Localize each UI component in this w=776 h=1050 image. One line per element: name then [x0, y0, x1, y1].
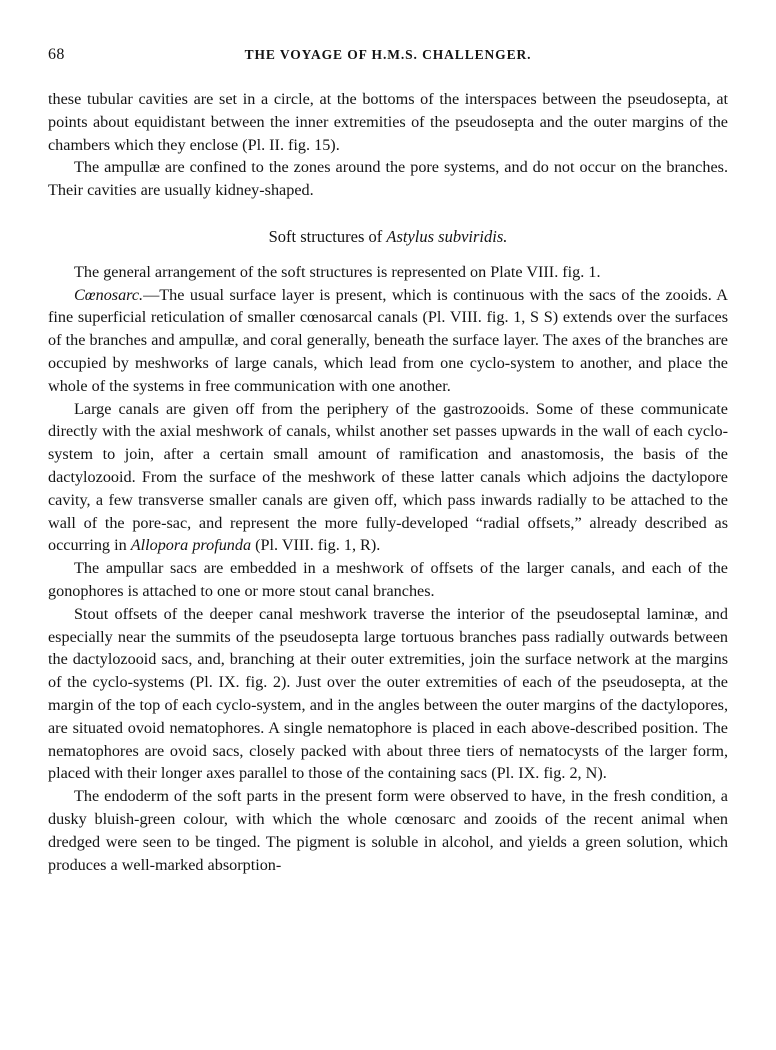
paragraph-coenosarc [48, 284, 728, 398]
page-header [48, 46, 728, 72]
page-number: 68 [48, 46, 65, 63]
section-heading-lead: Soft structures of [268, 226, 387, 246]
large-canals-ref: (Pl. VIII. fig. 1, R). [251, 536, 381, 555]
allopora-species: Allopora profunda [130, 536, 252, 555]
paragraph-ampullae: The ampullæ are confined to the zones around the pore systems, and do not occur on the branches. Their cavities are usually kidney-shaped. [48, 158, 728, 200]
body-text [48, 88, 728, 876]
paragraph-ampullar-sacs: The ampullar sacs are embedded in a meshwork of offsets of the larger canals, and each of the gonophores is attached to one or more stout canal branches. [48, 559, 728, 600]
section-heading-species: Astylus subviridis. [386, 226, 508, 246]
paragraph-continuation: these tubular cavities are set in a circle, at the bottoms of the interspaces between the pseudosepta, at points about equidistant between the inner extremities of the pseudosepta and the outer margins of the chambers which they enclose (Pl. II. fig. 15). [48, 90, 728, 154]
paragraph-large-canals [48, 398, 728, 558]
paragraph-general-arrangement: The general arrangement of the soft structures is represented on Plate VIII. fig. 1. [74, 262, 601, 281]
running-title: THE VOYAGE OF H.M.S. CHALLENGER. [244, 47, 532, 62]
paragraph-stout-offsets: Stout offsets of the deeper canal meshwork traverse the interior of the pseudoseptal laminæ, and especially near the summits of the pseudosepta large tortuous branches pass radially outwards between the dactylozooid sacs, and, branching at their outer extremities, join the surface network at the margins of the cyclo-systems (Pl. IX. fig. 2). Just over the outer extremities of each of the pseudosepta, at the margin of the top of each cyclo-system, and in the angles between the outer margins of the dactylopores, are situated ovoid nematophores. A single nematophore is placed in each above-described position. The nematophores are ovoid sacs, closely packed with about three tiers of nematocysts of the larger form, placed with their longer axes parallel to those of the containing sacs (Pl. IX. fig. 2, N). [48, 604, 728, 783]
paragraph-endoderm: The endoderm of the soft parts in the present form were observed to have, in the fresh condition, a dusky bluish-green colour, with which the whole cœnosarc and zooids of the recent animal when dredged were seen to be tinged. The pigment is soluble in alcohol, and yields a green solution, which produces a well-marked absorption- [48, 787, 728, 874]
coenosarc-text: —The usual surface layer is present, which is continuous with the sacs of the zooids. A fine superficial reticulation of smaller cœnosarcal canals (Pl. VIII. fig. 1, S S) extends over the surfaces of the branches and ampullæ, and coral generally, beneath the surface layer. The axes of the branches are occupied by meshworks of large canals, which lead from one cyclo-system to another, and place the whole of the systems in free communication with one another. [48, 285, 728, 395]
section-heading [48, 226, 728, 249]
large-canals-text: Large canals are given off from the periphery of the gastrozooids. Some of these communicate directly with the axial meshwork of canals, whilst another set passes upwards in the wall of each cyclo-system to join, after a certain small amount of ramification and anastomosis, the basis of the dactylozooid. From the surface of the meshwork of these latter canals which adjoins the dactylopore cavity, a few transverse smaller canals are given off, which pass inwards radially to be attached to the wall of the pore-sac, and represent the more fully-developed “radial offsets,” already described as occurring in [48, 399, 728, 555]
coenosarc-term: Cœnosarc. [74, 285, 144, 304]
